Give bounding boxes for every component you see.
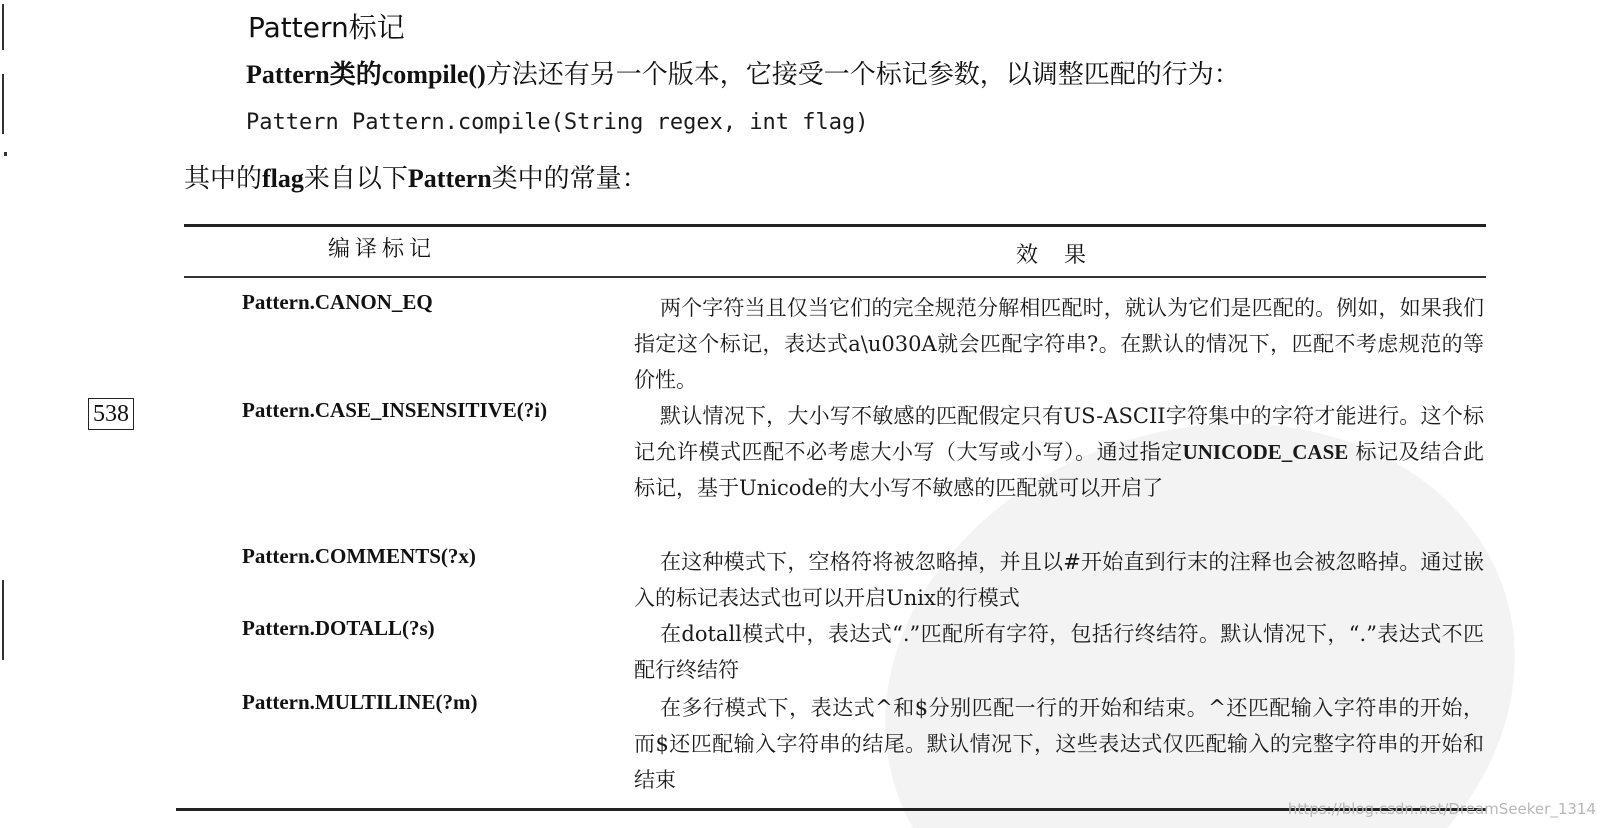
intro-class-name: Pattern [246, 60, 330, 89]
watermark-url: https://blog.csdn.net/DreamSeeker_1314 [1287, 800, 1596, 818]
left-edge-mark [2, 580, 4, 660]
table-header-rule [184, 276, 1486, 278]
table-row-flag: Pattern.MULTILINE(?m) [242, 690, 478, 714]
table-row-effect [634, 398, 1484, 506]
table-row-effect: 两个字符当且仅当它们的完全规范分解相匹配时，就认为它们是匹配的。例如，如果我们指定这个标记，表达式a\u030A就会匹配字符串?。在默认的情况下，匹配不考虑规范的等价性。 [634, 296, 1484, 392]
table-row-effect: 在多行模式下，表达式^和$分别匹配一行的开始和结束。^还匹配输入字符串的开始，而$还匹配输入字符串的结尾。默认情况下，这些表达式仅匹配输入的完整字符串的开始和结束 [634, 696, 1484, 792]
effect-text: 默认情况下，大小写不敏感的匹配假定只有US-ASCII字符集中的字符才能进行。这个标记允许模式匹配不必考虑大小写（大写或小写）。通过指定 [634, 404, 1484, 464]
table-row-flag: Pattern.CANON_EQ [242, 290, 433, 314]
flag-note-text: 类中的常量： [491, 164, 648, 194]
table-header-effect: 效果 [1016, 243, 1113, 268]
table-row-effect: 在这种模式下，空格符将被忽略掉，并且以#开始直到行末的注释也会被忽略掉。通过嵌入的标记表达式也可以开启Unix的行模式 [634, 550, 1484, 610]
flag-note-paragraph [184, 158, 648, 195]
effect-text: 标记及结合此标记，基于Unicode的大小写不敏感的匹配就可以开启了 [634, 440, 1484, 500]
intro-text: 类的 [329, 60, 382, 89]
intro-text: 方法还有另一个版本，它接受一个标记参数，以调整匹配的行为： [485, 60, 1240, 90]
effect-flag-name: UNICODE_CASE [1182, 440, 1349, 464]
table-top-rule [184, 224, 1486, 227]
section-heading: Pattern标记 [248, 11, 405, 44]
table-row-effect: 在dotall模式中，表达式“.”匹配所有字符，包括行终结符。默认情况下，“.”表达式不匹配行终结符 [634, 622, 1484, 682]
table-row-flag: Pattern.CASE_INSENSITIVE(?i) [242, 398, 548, 422]
left-edge-mark [2, 4, 4, 50]
intro-method-name: compile() [381, 60, 486, 89]
left-edge-mark [2, 74, 4, 134]
flag-note-text: 来自以下 [303, 164, 408, 194]
margin-page-reference: 538 [88, 398, 134, 430]
flag-note-text: 其中的 [184, 164, 263, 194]
flag-note-class: Pattern [407, 164, 492, 193]
code-signature: Pattern Pattern.compile(String regex, int flag) [246, 110, 869, 135]
left-edge-mark [4, 152, 7, 156]
intro-paragraph [246, 54, 1240, 91]
table-row-flag: Pattern.DOTALL(?s) [242, 616, 435, 640]
flag-note-flag: flag [262, 164, 304, 193]
table-row-flag: Pattern.COMMENTS(?x) [242, 544, 476, 568]
table-header-flag: 编译标记 [328, 237, 437, 262]
